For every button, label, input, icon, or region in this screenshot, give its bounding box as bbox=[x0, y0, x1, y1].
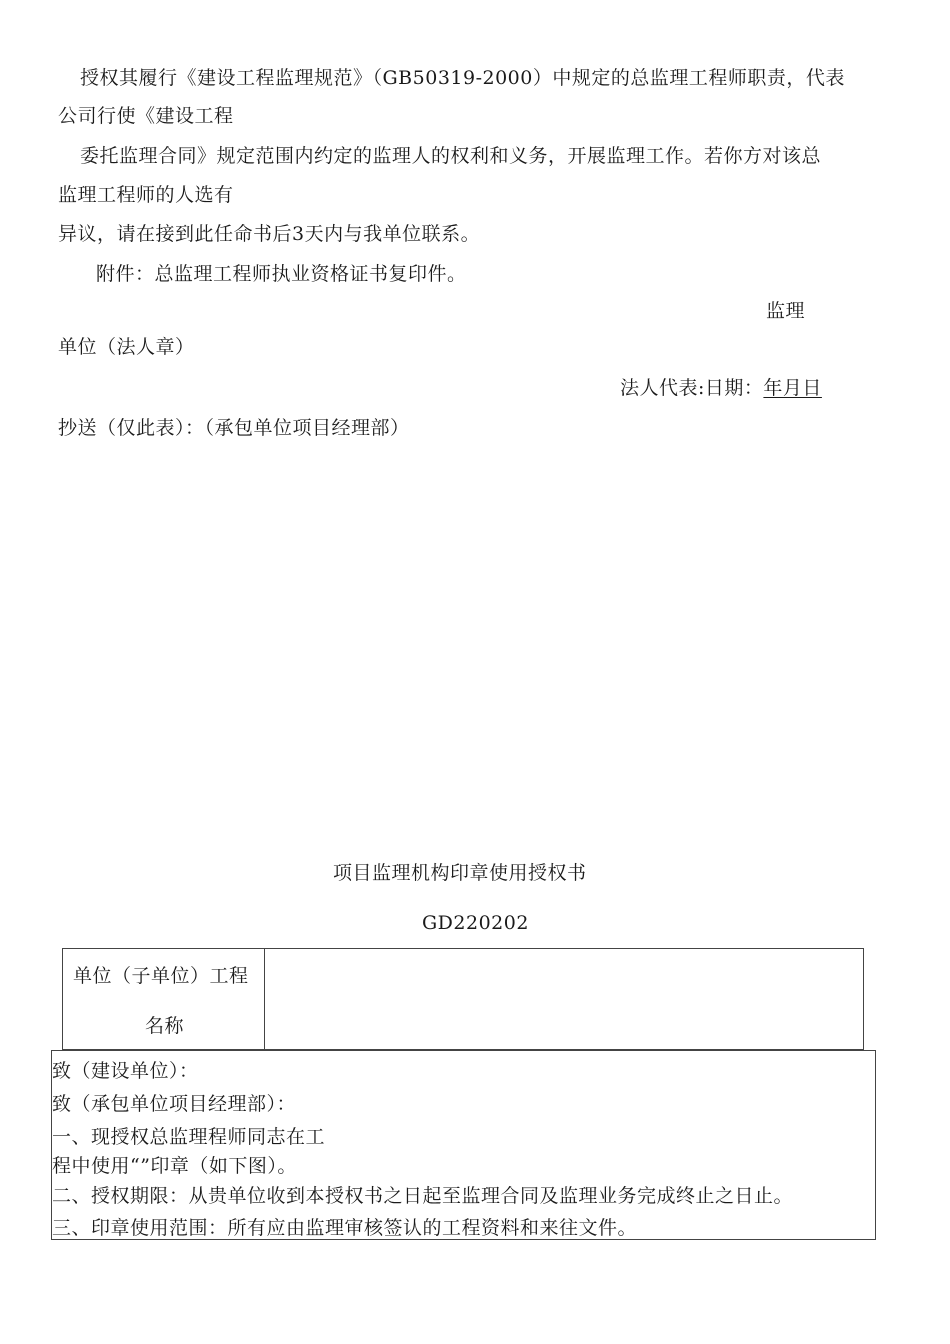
item-1-line-a: 一、现授权总监理程师同志在工 bbox=[52, 1126, 326, 1148]
table-divider bbox=[264, 949, 265, 1049]
cc-line: 抄送（仅此表）：（承包单位项目经理部） bbox=[58, 417, 410, 439]
item-2-line: 二、授权期限：从贵单位收到本授权书之日起至监理合同及监理业务完成终止之日止。 bbox=[52, 1185, 794, 1207]
to-contractor-line: 致（承包单位项目经理部）： bbox=[52, 1093, 297, 1115]
form-title: 项目监理机构印章使用授权书 bbox=[333, 862, 587, 884]
letter-line-1: 授权其履行《建设工程监理规范》（GB50319-2000）中规定的总监理工程师职责，代表 bbox=[80, 67, 845, 89]
date-field: 年月日 bbox=[763, 377, 822, 399]
form-code: GD220202 bbox=[422, 912, 529, 934]
item-1-line-b: 程中使用“”印章（如下图）。 bbox=[52, 1155, 297, 1177]
project-name-label-2: 名称 bbox=[145, 1015, 185, 1037]
letter-line-4: 监理工程师的人选有 bbox=[58, 184, 234, 206]
authorization-body-table bbox=[51, 1050, 876, 1240]
project-name-table bbox=[62, 948, 864, 1050]
signature-unit-label-b: 单位（法人章） bbox=[58, 336, 195, 358]
letter-line-5: 异议，请在接到此任命书后3天内与我单位联系。 bbox=[58, 223, 481, 245]
letter-line-3: 委托监理合同》规定范围内约定的监理人的权利和义务，开展监理工作。若你方对该总 bbox=[80, 145, 822, 167]
signature-unit-label-a: 监理 bbox=[766, 300, 806, 322]
letter-line-2: 公司行使《建设工程 bbox=[58, 105, 234, 127]
legal-rep-date-label: 法人代表:日期： bbox=[620, 377, 764, 399]
item-3-line: 三、印章使用范围：所有应由监理审核签认的工程资料和来往文件。 bbox=[52, 1217, 638, 1239]
project-name-label-1: 单位（子单位）工程 bbox=[73, 965, 249, 987]
to-owner-line: 致（建设单位）： bbox=[52, 1060, 199, 1082]
legal-rep-date-line bbox=[620, 376, 822, 400]
attachment-note: 附件：总监理工程师执业资格证书复印件。 bbox=[96, 263, 467, 285]
